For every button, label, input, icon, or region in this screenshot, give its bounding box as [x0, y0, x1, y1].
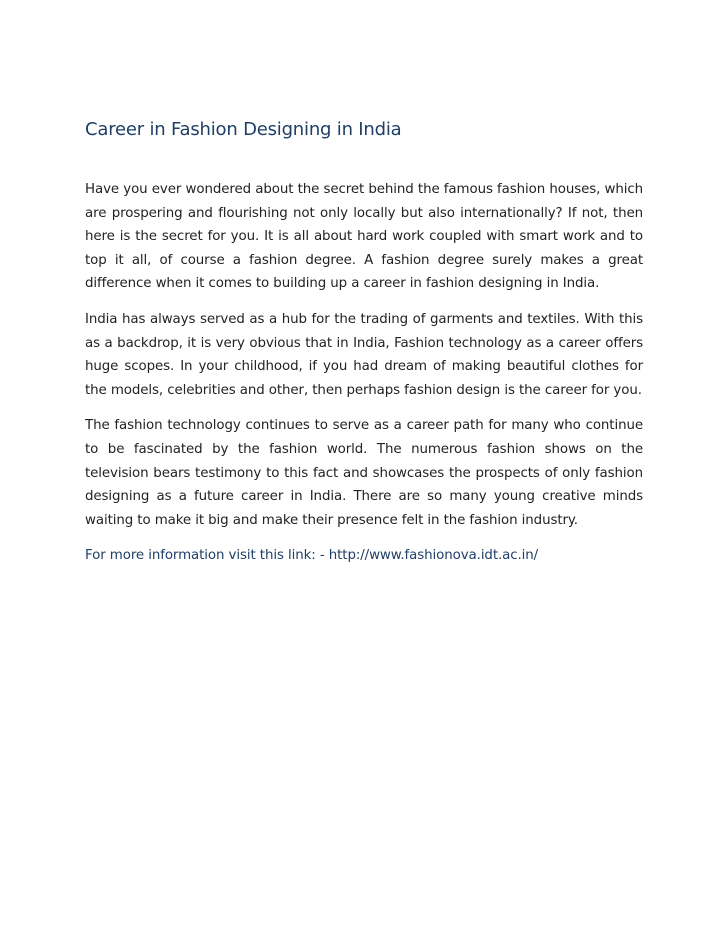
document-content [85, 116, 643, 568]
paragraph-intro: Have you ever wondered about the secret behind the famous fashion houses, which are prospering and flourishing not only locally but also internationally? If not, then here is the secret for you. It is all about hard work coupled with smart work and to top it all, of course a fashion degree. A fashion degree surely makes a great difference when it comes to building up a career in fashion designing in India. [85, 182, 643, 292]
page-title: Career in Fashion Designing in India [85, 119, 402, 140]
more-info-line [85, 544, 643, 568]
paragraph-career-path: The fashion technology continues to serve as a career path for many who continue to be fascinated by the fashion world. The numerous fashion shows on the television bears testimony to this fact and showcases the prospects of only fashion designing as a future career in India. There are so many young creative minds waiting to make it big and make their presence felt in the fashion industry. [85, 418, 643, 528]
more-info-link[interactable]: http://www.fashionova.idt.ac.in/ [328, 548, 539, 564]
more-info-label: For more information visit this link: - [85, 548, 329, 564]
paragraph-india-hub: India has always served as a hub for the trading of garments and textiles. With this as a backdrop, it is very obvious that in India, Fashion technology as a career offers huge scopes. In your childhood, if you had dream of making beautiful clothes for the models, celebrities and other, then perhaps fashion design is the career for you. [85, 311, 643, 398]
